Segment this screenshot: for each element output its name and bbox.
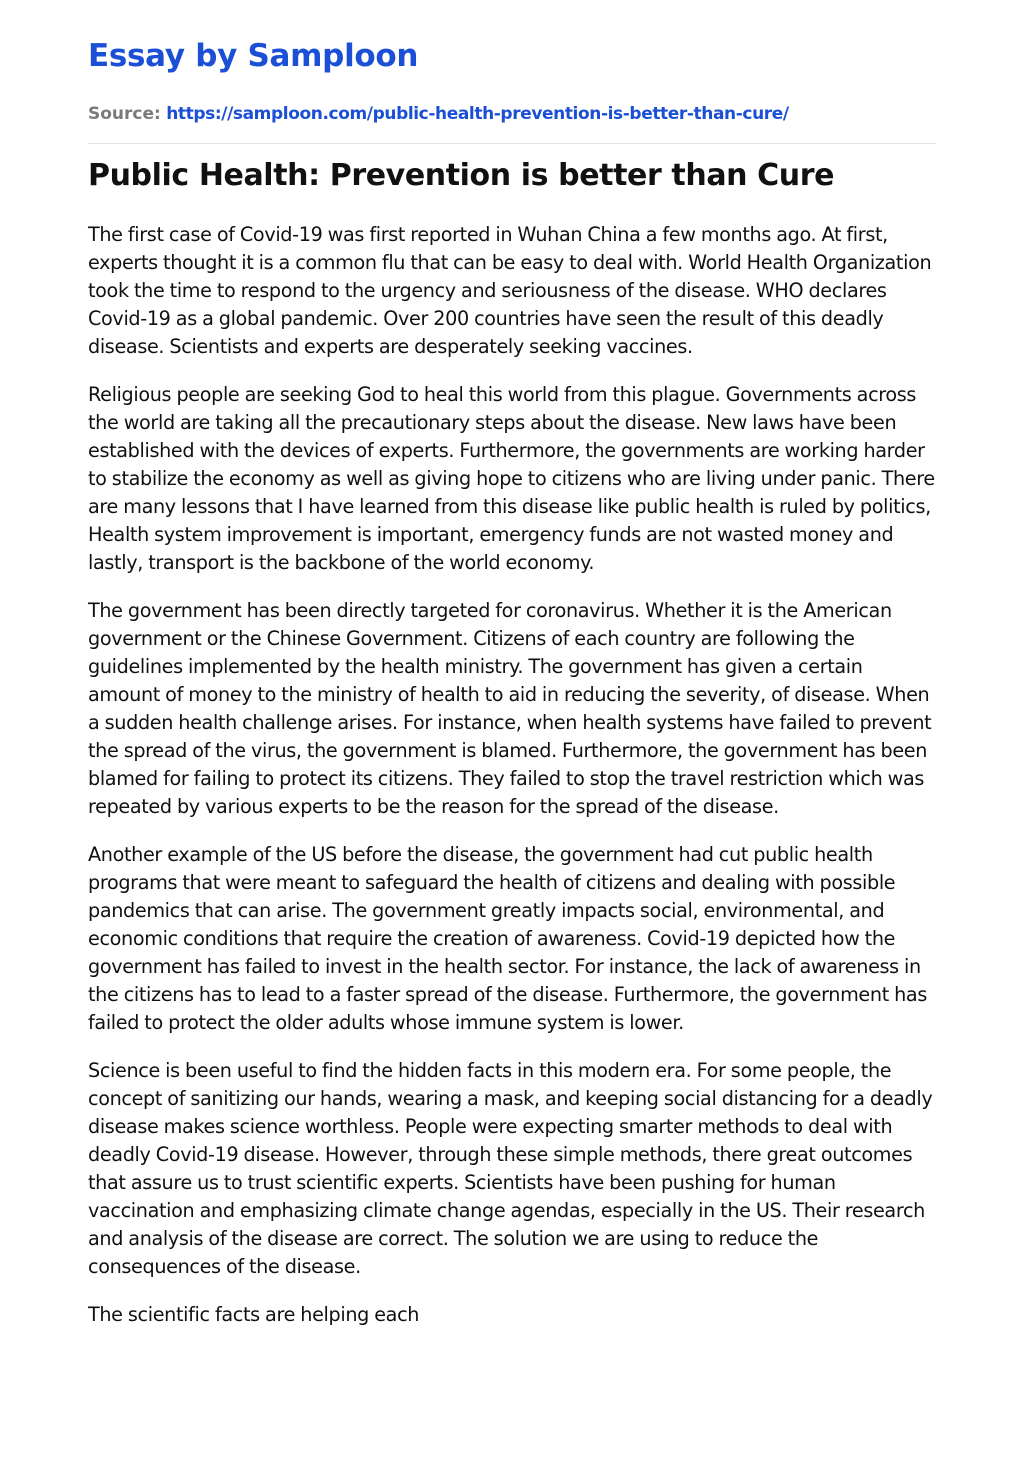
source-line	[88, 102, 936, 126]
header-divider	[88, 143, 936, 144]
article-title: Public Health: Prevention is better than Cure	[88, 158, 835, 193]
site-brand[interactable]: Essay by Samploon	[88, 38, 419, 74]
article-body	[88, 221, 936, 1349]
source-link[interactable]: https://samploon.com/public-health-prevention-is-better-than-cure/	[166, 104, 789, 124]
paragraph-5: Science is been useful to find the hidden facts in this modern era. For some people, the concept of sanitizing our hands, wearing a mask, and keeping social distancing for a deadly disease makes science worthless. People were expecting smarter methods to deal with deadly Covid-19 disease. However, through these simple methods, there great outcomes that assure us to trust scientific experts. Scientists have been pushing for human vaccination and emphasizing climate change agendas, especially in the US. Their research and analysis of the disease are correct. The solution we are using to reduce the consequences of the disease.	[88, 1059, 933, 1278]
paragraph-2: Religious people are seeking God to heal this world from this plague. Governments across the world are taking all the precautionary steps about the disease. New laws have been established with the devices of experts. Furthermore, the governments are working harder to stabilize the economy as well as giving hope to citizens who are living under panic. There are many lessons that I have learned from this disease like public health is ruled by politics, Health system improvement is important, emergency funds are not wasted money and lastly, transport is the backbone of the world economy.	[88, 383, 935, 574]
source-label: Source:	[88, 104, 161, 124]
paragraph-3: The government has been directly targeted for coronavirus. Whether it is the American government or the Chinese Government. Citizens of each country are following the guidelines implemented by the health ministry. The government has given a certain amount of money to the ministry of health to aid in reducing the severity, of disease. When a sudden health challenge arises. For instance, when health systems have failed to prevent the spread of the virus, the government is blamed. Furthermore, the government has been blamed for failing to protect its citizens. They failed to stop the travel restriction which was repeated by various experts to be the reason for the spread of the disease.	[88, 599, 932, 818]
paragraph-1: The first case of Covid-19 was first reported in Wuhan China a few months ago. At first, experts thought it is a common flu that can be easy to deal with. World Health Organization took the time to respond to the urgency and seriousness of the disease. WHO declares Covid-19 as a global pandemic. Over 200 countries have seen the result of this deadly disease. Scientists and experts are desperately seeking vaccines.	[88, 223, 932, 358]
paragraph-6: The scientific facts are helping each	[88, 1303, 420, 1326]
paragraph-4: Another example of the US before the disease, the government had cut public health programs that were meant to safeguard the health of citizens and dealing with possible pandemics that can arise. The government greatly impacts social, environmental, and economic conditions that require the creation of awareness. Covid-19 depicted how the government has failed to invest in the health sector. For instance, the lack of awareness in the citizens has to lead to a faster spread of the disease. Furthermore, the government has failed to protect the older adults whose immune system is lower.	[88, 843, 927, 1034]
